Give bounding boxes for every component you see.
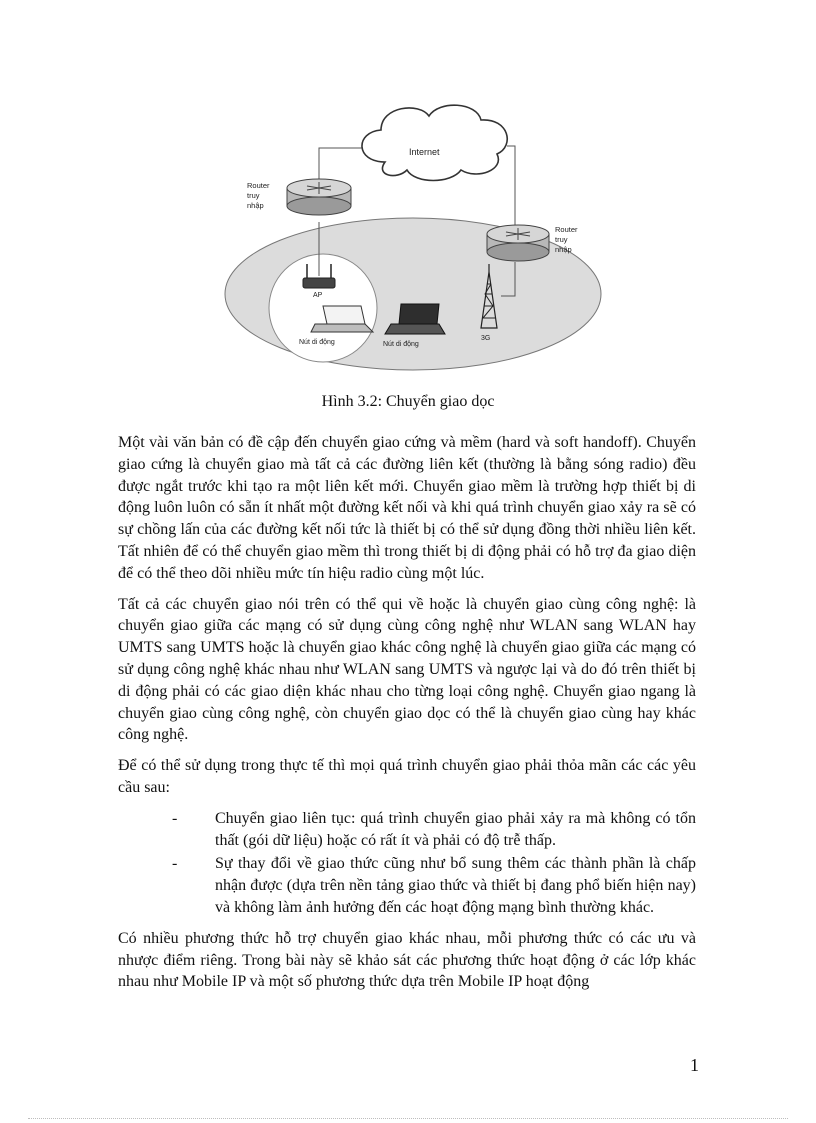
figure-caption: Hình 3.2: Chuyển giao dọc	[321, 393, 495, 410]
paragraph-technology-handoff: Tất cả các chuyển giao nói trên có thể qui về hoặc là chuyển giao cùng công nghệ: là chuyển giao giữa các mạng có sử dụng cùng công nghệ như WLAN sang WLAN hay UMTS sang UMTS hoặc là chuyển giao khác công nghệ là chuyển giao giữa các mạng có sử dụng công nghệ khác nhau như WLAN sang UMTS và ngược lại và do đó trên thiết bị di động phải có các giao diện khác nhau cho từng loại công nghệ. Chuyển giao ngang là chuyển giao cùng công nghệ, còn chuyển giao dọc có thể là chuyển giao cùng hay khác công nghệ.	[118, 595, 696, 744]
router-right-label-line1: Router	[555, 225, 578, 234]
network-diagram	[215, 96, 611, 372]
router-left-label-line2: truy	[247, 191, 260, 200]
list-item	[118, 853, 696, 918]
mobile-node-right-label: Nút di động	[383, 341, 419, 348]
internet-cloud-icon	[362, 105, 507, 180]
body-text	[118, 432, 696, 1002]
list-marker: -	[172, 855, 178, 873]
access-point-label: AP	[313, 292, 323, 299]
page-bottom-divider	[28, 1118, 788, 1119]
requirements-list	[118, 808, 696, 919]
router-right-label-line3: nhập	[555, 245, 572, 254]
router-left-label-line3: nhập	[247, 201, 264, 210]
list-marker: -	[172, 809, 178, 827]
router-right-label-line2: truy	[555, 235, 568, 244]
list-item-text: Chuyển giao liên tục: quá trình chuyển giao phải xảy ra mà không có tổn thất (gói dữ liệu) hoặc có rất ít và phải có độ trễ thấp.	[215, 809, 696, 849]
internet-label: Internet	[409, 147, 440, 157]
router-left-label-line1: Router	[247, 181, 270, 190]
mobile-node-left-label: Nút di động	[299, 339, 335, 346]
link-internet-router-right	[507, 146, 515, 230]
router-right-icon	[487, 225, 549, 261]
paragraph-methods: Có nhiều phương thức hỗ trợ chuyển giao khác nhau, mỗi phương thức có các ưu và nhược điểm riêng. Trong bài này sẽ khảo sát các phương thức hoạt động ở các lớp khác nhau như Mobile IP và một số phương thức dựa trên Mobile IP hoạt động	[118, 929, 696, 991]
router-left-icon	[287, 179, 351, 215]
paragraph-requirements-intro: Để có thể sử dụng trong thực tế thì mọi quá trình chuyển giao phải thỏa mãn các các yêu cầu sau:	[118, 757, 696, 796]
network-diagram-svg	[215, 96, 611, 372]
list-item-text: Sự thay đổi về giao thức cũng như bổ sung thêm các thành phần là chấp nhận được (dựa trên nền tảng giao thức và thiết bị đang phổ biến hiện nay) và không làm ảnh hưởng đến các hoạt động mạng bình thường khác.	[215, 855, 696, 916]
cell-tower-label: 3G	[481, 335, 491, 342]
list-item	[118, 808, 696, 852]
page-number: 1	[690, 1055, 699, 1075]
paragraph-hard-soft-handoff: Một vài văn bản có đề cập đến chuyển giao cứng và mềm (hard và soft handoff). Chuyển giao cứng là chuyển giao mà tất cả các đường liên kết (thường là bằng sóng radio) đều được ngắt trước khi tạo ra một liên kết mới. Chuyển giao mềm là trường hợp thiết bị di động luôn luôn có sẵn ít nhất một đường kết nối và khi quá trình chuyển giao xảy ra sẽ có sự chồng lấn của các đường kết nối tức là thiết bị có thể sử dụng đồng thời nhiều liên kết. Tất nhiên để có thể chuyển giao mềm thì trong thiết bị di động phải có hỗ trợ đa giao diện để có thể theo dõi nhiều mức tín hiệu radio cùng một lúc.	[118, 434, 696, 582]
